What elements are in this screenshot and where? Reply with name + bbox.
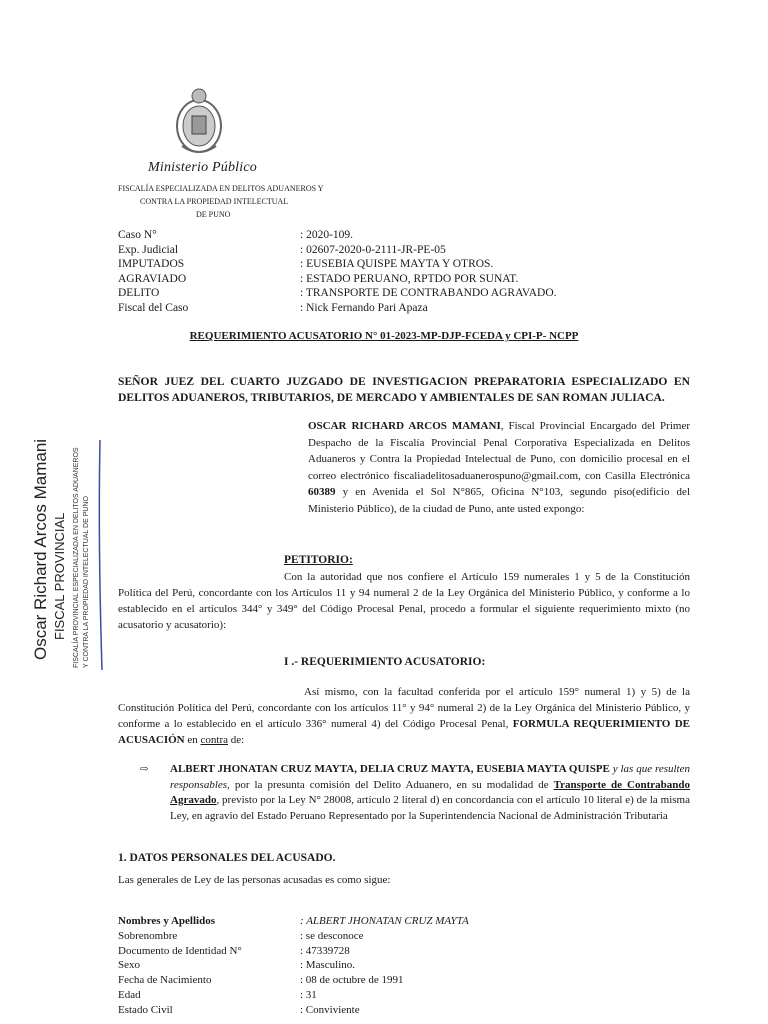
section-1-body: Así mismo, con la facultad conferida por el artículo 159° numeral 1) y 5) de la Constitución Política del Perú, concordante con los artículos 11° y 94° numeral 2) de la Ley Orgánica del Ministerio Público, y conforme a lo establecido en el artículo 336° numeral 4) del Código Procesal Penal,	[118, 686, 690, 730]
contra-text: contra	[200, 734, 228, 746]
stamp-name: Oscar Richard Arcos Mamani	[31, 438, 50, 660]
case-row	[118, 228, 557, 243]
stamp-title: FISCAL PROVINCIAL	[52, 512, 67, 640]
case-value: : EUSEBIA QUISPE MAYTA Y OTROS.	[300, 258, 494, 271]
personal-row	[118, 988, 469, 1003]
petitorio-body: Con la autoridad que nos confiere el Artículo 159 numerales 1 y 5 de la Constitución Política del Perú, concordante con los Artículos 11 y 94 numeral 2 de la Ley Orgánica del Ministerio Público, y conforme a lo establecido en el artículos 344° y 349° del Código Procesal Penal, procedo a formular el siguiente requerimiento mixto (no acusatorio y acusatorio):	[118, 571, 690, 631]
personal-label: Edad	[118, 988, 141, 1001]
ministerio-publico-emblem-icon	[168, 82, 230, 162]
petitorio-heading: PETITORIO:	[284, 554, 353, 566]
case-label: DELITO	[118, 287, 160, 300]
case-row	[118, 257, 557, 272]
personal-label: Estado Civil	[118, 1003, 173, 1016]
bullet-text-1: por la presunta comisión del Delito Aduanero, en su modalidad de	[229, 778, 554, 791]
case-value: : 2020-109.	[300, 229, 354, 241]
personal-label: Documento de Identidad N°	[118, 944, 242, 957]
datos-intro: Las generales de Ley de las personas acusadas es como sigue:	[118, 874, 391, 886]
arrow-bullet-icon: ⇨	[140, 764, 149, 775]
case-label: Caso N°	[118, 229, 157, 241]
case-value: : Nick Fernando Pari Apaza	[300, 301, 428, 314]
personal-value: : Masculino.	[300, 959, 355, 972]
petitorio-text	[118, 569, 690, 633]
personal-value: : Conviviente	[300, 1003, 360, 1016]
section-1-text	[118, 684, 690, 748]
personal-row	[118, 958, 469, 973]
personal-label: Fecha de Nacimiento	[118, 974, 212, 987]
personal-label: Nombres y Apellidos	[118, 915, 215, 927]
intro-paragraph	[308, 418, 690, 517]
intro-text-2: y en Avenida el Sol N°865, Oficina N°103, segundo piso(edificio del Ministerio Público), de la ciudad de Puno, ante usted expongo:	[308, 486, 690, 515]
section-1-heading: I .- REQUERIMIENTO ACUSATORIO:	[284, 656, 486, 668]
fiscalia-line-1: FISCALÍA ESPECIALIZADA EN DELITOS ADUANEROS Y	[118, 184, 324, 193]
en-text: en	[184, 734, 201, 746]
stamp-line-3: FISCALÍA PROVINCIAL ESPECIALIZADA EN DELITOS ADUANEROS	[73, 447, 80, 668]
personal-data-table	[118, 914, 469, 1018]
fiscalia-header	[118, 182, 348, 221]
de-text: de:	[228, 734, 245, 746]
personal-label: Sobrenombre	[118, 929, 178, 942]
personal-row	[118, 944, 469, 959]
accused-bullet	[140, 762, 690, 824]
accused-names: ALBERT JHONATAN CRUZ MAYTA, DELIA CRUZ MAYTA, EUSEBIA MAYTA QUISPE	[170, 763, 610, 775]
case-label: IMPUTADOS	[118, 258, 185, 271]
bullet-text	[170, 762, 690, 824]
personal-row	[118, 914, 469, 929]
addressee: SEÑOR JUEZ DEL CUARTO JUZGADO DE INVESTIGACION PREPARATORIA ESPECIALIZADO EN DELITOS ADUANEROS, TRIBUTARIOS, DE MERCADO Y AMBIENTALES DE SAN ROMAN JULIACA.	[118, 375, 690, 404]
personal-row	[118, 929, 469, 944]
case-value: : ESTADO PERUANO, RPTDO POR SUNAT.	[300, 272, 519, 285]
case-row	[118, 243, 557, 258]
fiscalia-line-2: CONTRA LA PROPIEDAD INTELECTUAL	[140, 197, 289, 206]
stamp-line-4: Y CONTRA LA PROPIEDAD INTELECTUAL DE PUNO	[83, 496, 90, 668]
prosecutor-stamp	[28, 420, 118, 680]
case-row	[118, 301, 557, 316]
signature-stroke	[99, 440, 102, 670]
case-row	[118, 272, 557, 287]
case-info-table	[118, 228, 557, 316]
personal-label: Sexo	[118, 959, 140, 972]
personal-value: : ALBERT JHONATAN CRUZ MAYTA	[300, 915, 469, 927]
personal-value: : 47339728	[300, 944, 350, 957]
bullet-italic: y las que resulten responsables,	[170, 763, 690, 791]
personal-value: : 31	[300, 988, 317, 1001]
document-title: REQUERIMIENTO ACUSATORIO N° 01-2023-MP-DJP-FCEDA y CPI-P- NCPP	[189, 330, 579, 342]
case-label: AGRAVIADO	[118, 272, 187, 285]
intro-text-1: , Fiscal Provincial Encargado del Primer Despacho de la Fiscalía Provincial Penal Corporativa Especializada en Delitos Aduaneros y Contra la Propiedad Intelectual de Puno, con domicilio procesal en el correo electrónico fiscaliadelitosaduanerospuno@gmail.com, con Casilla Electrónica	[308, 420, 690, 482]
bullet-text-2: , previsto por la Ley N° 28008, artículo 2 literal d) en concordancia con el artículo 10 literal e) de la misma Ley, en agravio del Estado Peruano Representado por la Superintendencia Nacional de Administración Tributaria	[170, 794, 690, 822]
casilla-number: 60389	[308, 486, 336, 498]
datos-heading: 1. DATOS PERSONALES DEL ACUSADO.	[118, 852, 336, 864]
personal-row	[118, 973, 469, 988]
personal-value: : se desconoce	[300, 929, 364, 942]
case-label: Fiscal del Caso	[118, 301, 189, 314]
personal-row	[118, 1003, 469, 1018]
institution-name: Ministerio Público	[148, 160, 257, 175]
case-value: : 02607-2020-0-2111-JR-PE-05	[300, 243, 446, 256]
prosecutor-name: OSCAR RICHARD ARCOS MAMANI	[308, 420, 501, 432]
personal-value: : 08 de octubre de 1991	[300, 974, 404, 987]
case-label: Exp. Judicial	[118, 243, 179, 256]
case-row	[118, 286, 557, 301]
case-value: : TRANSPORTE DE CONTRABANDO AGRAVADO.	[300, 287, 557, 300]
formula-text: FORMULA REQUERIMIENTO DE ACUSACIÓN	[118, 718, 690, 746]
fiscalia-line-3: DE PUNO	[196, 210, 231, 219]
crime-name: Transporte de Contrabando Agravado	[170, 778, 691, 806]
